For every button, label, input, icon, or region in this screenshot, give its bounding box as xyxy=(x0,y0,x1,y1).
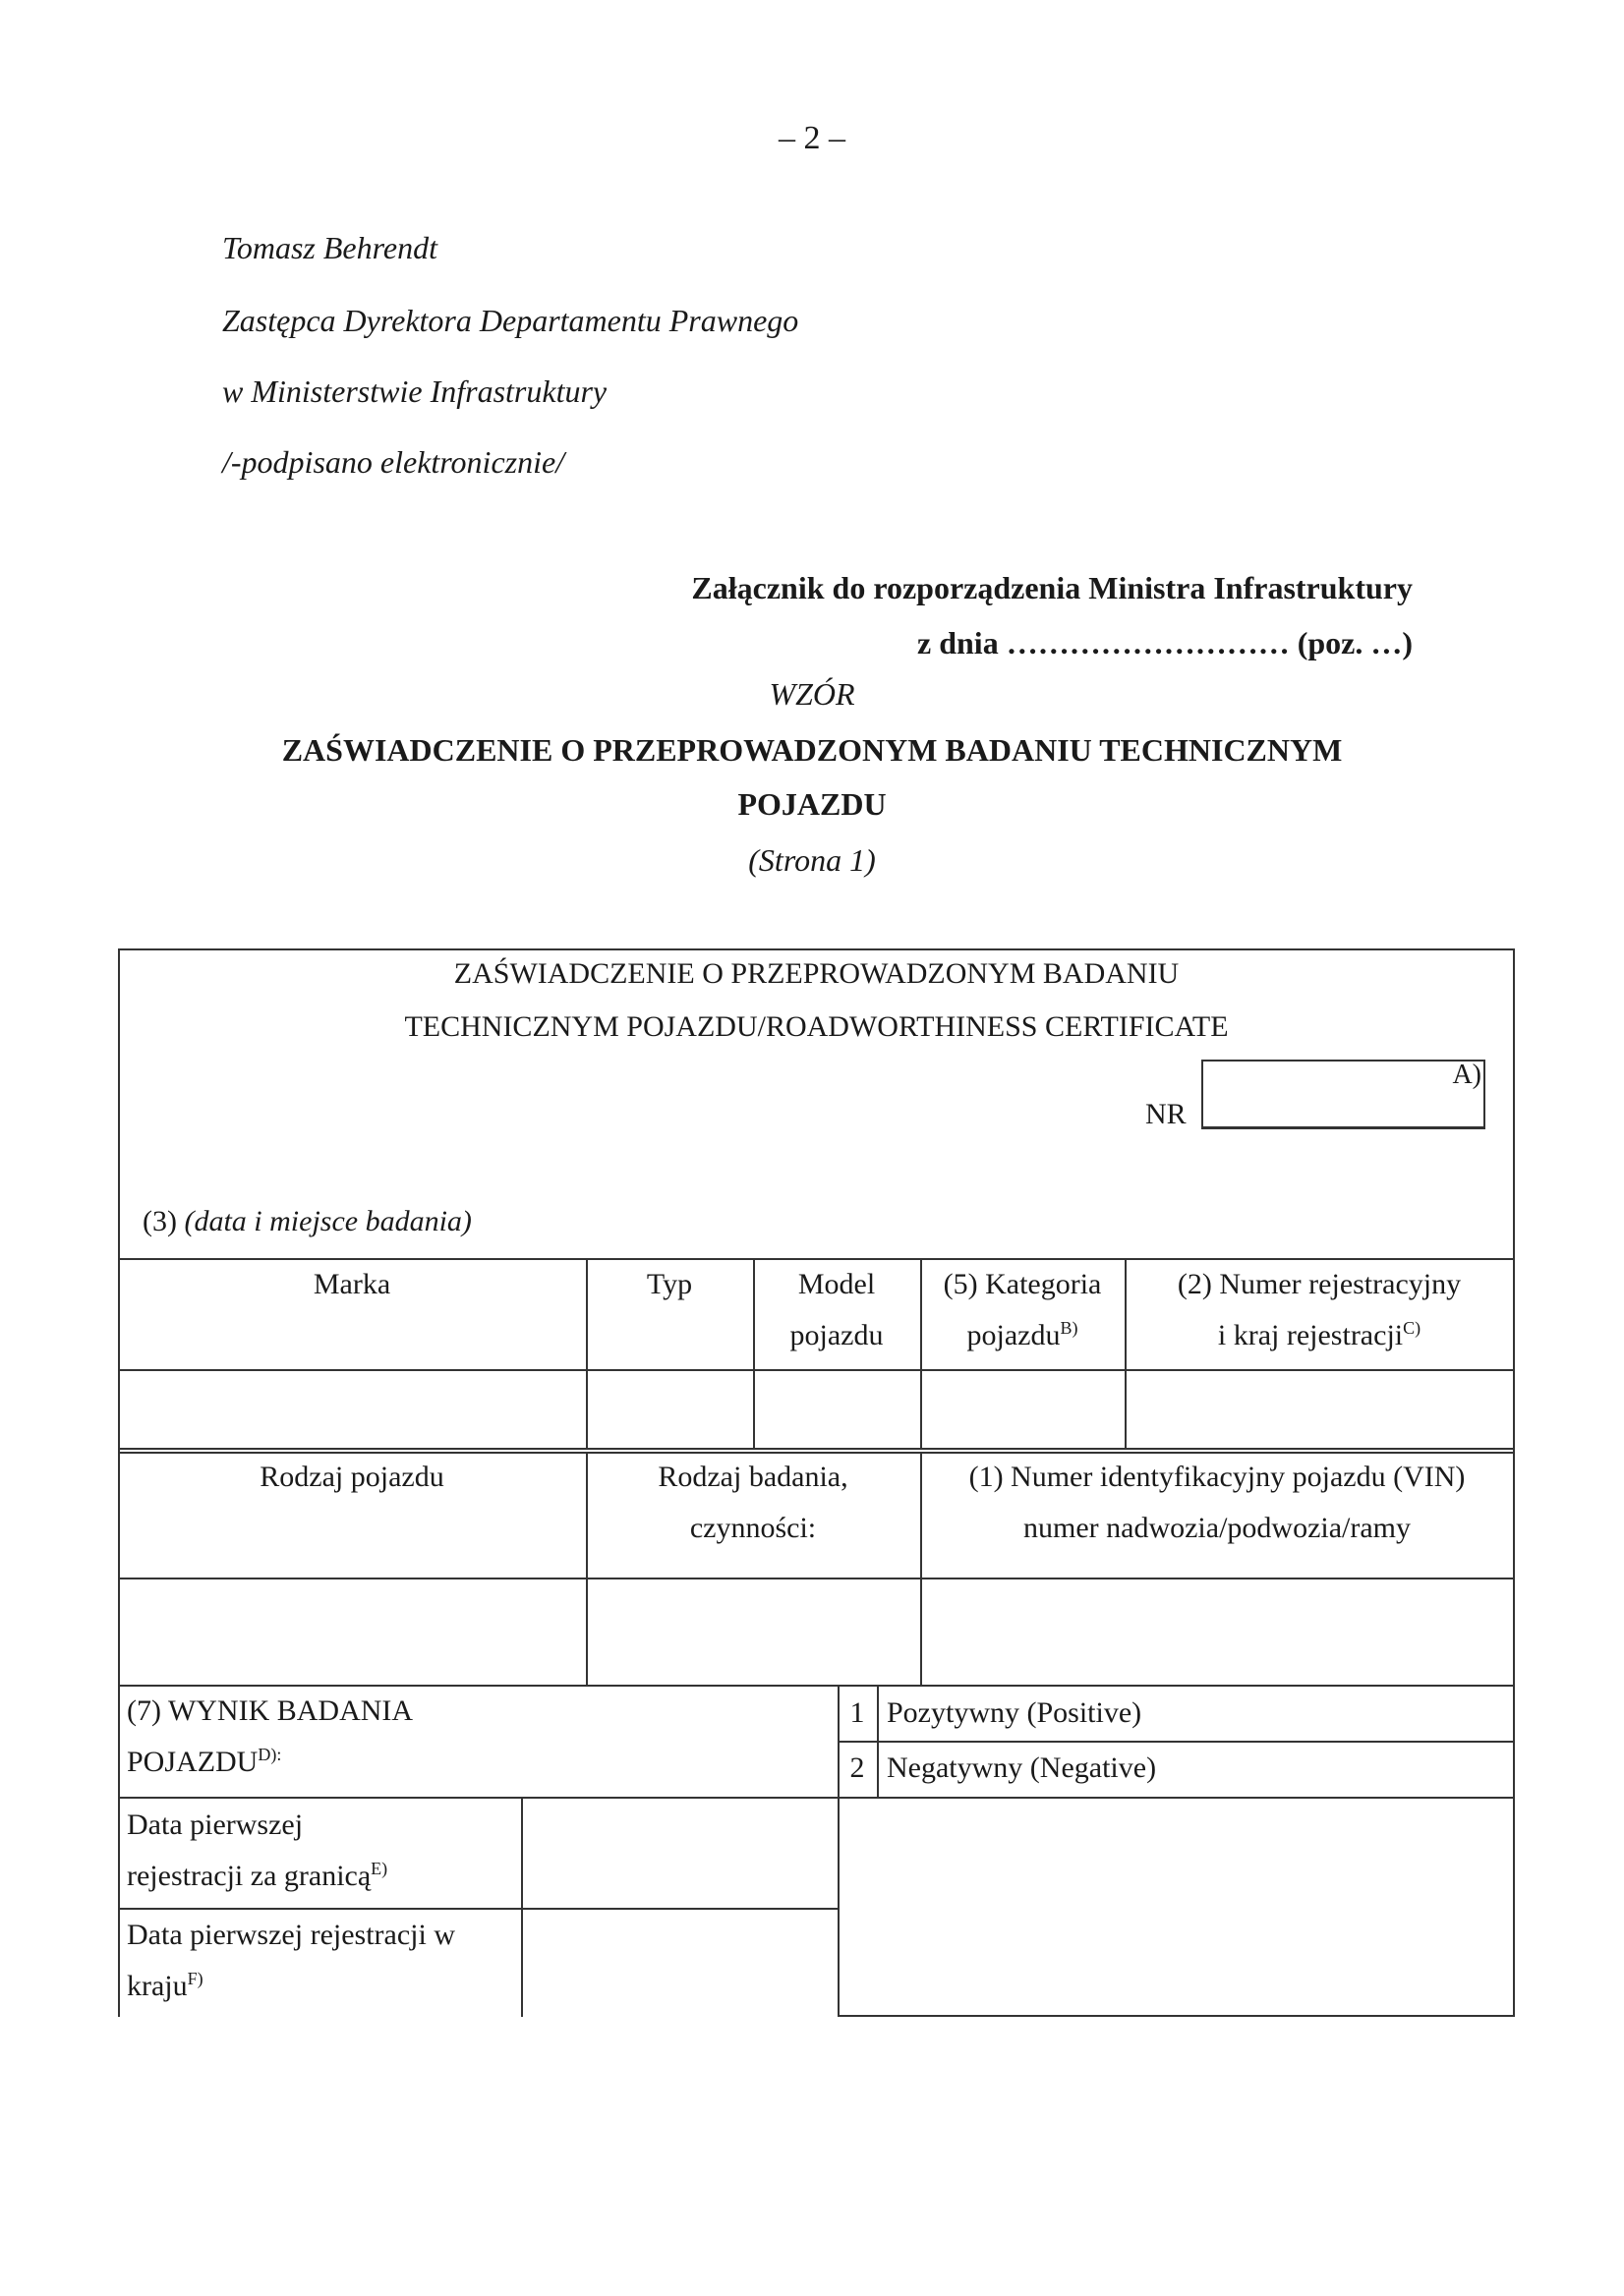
col-kategoria: (5) Kategoria pojazdu$^{B)}$ xyxy=(943,1268,1102,1351)
form-header-line2: TECHNICZNYM POJAZDU/ROADWORTHINESS CERTIFICATE xyxy=(404,1010,1229,1043)
col-typ: Typ xyxy=(646,1268,693,1300)
certificate-number-box[interactable] xyxy=(1201,1060,1485,1129)
result-option-2-number: 2 xyxy=(849,1751,865,1784)
col-model: Model pojazdu xyxy=(789,1268,884,1351)
document-title-line1: ZAŚWIADCZENIE O PRZEPROWADZONYM BADANIU TECHNICZNYM xyxy=(281,732,1343,768)
col-numer-rejestracyjny: (2) Numer rejestracyjny i kraj rejestracji$^{C)}$ xyxy=(1177,1268,1462,1351)
first-registration-country-label: Data pierwszej rejestracji w kraju$^{F)}$ xyxy=(127,1919,455,2002)
result-label: (7) WYNIK BADANIA $POJAZDU^{D):}$ xyxy=(127,1694,414,1778)
page-number: – 2 – xyxy=(779,120,845,156)
col-marka: Marka xyxy=(313,1268,391,1300)
date-place-label: (3) (data i miejsce badania) xyxy=(143,1205,472,1237)
template-label: WZÓR xyxy=(769,676,855,712)
result-option-1-number: 1 xyxy=(849,1696,865,1729)
side-label: (Strona 1) xyxy=(748,842,876,878)
result-option-negative[interactable]: Negatywny (Negative) xyxy=(887,1751,1157,1784)
certificate-form xyxy=(118,948,1515,2017)
first-registration-abroad-label: Data pierwszej rejestracji za granicą$^{E)}$ xyxy=(127,1808,388,1892)
nr-label: NR xyxy=(1145,1098,1187,1130)
col-rodzaj-pojazdu: Rodzaj pojazdu xyxy=(260,1461,444,1493)
signer-position: Zastępca Dyrektora Departamentu Prawnego xyxy=(222,303,799,338)
attachment-date: z dnia ……………………… (poz. …) xyxy=(917,625,1413,660)
col-rodzaj-badania: Rodzaj badania, czynności: xyxy=(658,1461,848,1544)
col-vin: (1) Numer identyfikacyjny pojazdu (VIN) numer nadwozia/podwozia/ramy xyxy=(968,1461,1466,1544)
attachment-title: Załącznik do rozporządzenia Ministra Infrastruktury xyxy=(691,570,1413,605)
signer-name: Tomasz Behrendt xyxy=(222,230,437,265)
document-title-line2: POJAZDU xyxy=(737,786,887,822)
result-option-positive[interactable]: Pozytywny (Positive) xyxy=(887,1696,1142,1729)
form-header-line1: ZAŚWIADCZENIE O PRZEPROWADZONYM BADANIU xyxy=(453,957,1180,990)
signed-electronically: /-podpisano elektronicznie/ xyxy=(222,444,565,480)
signer-ministry: w Ministerstwie Infrastruktury xyxy=(222,373,608,409)
nr-footnote: A) xyxy=(1452,1060,1481,1090)
